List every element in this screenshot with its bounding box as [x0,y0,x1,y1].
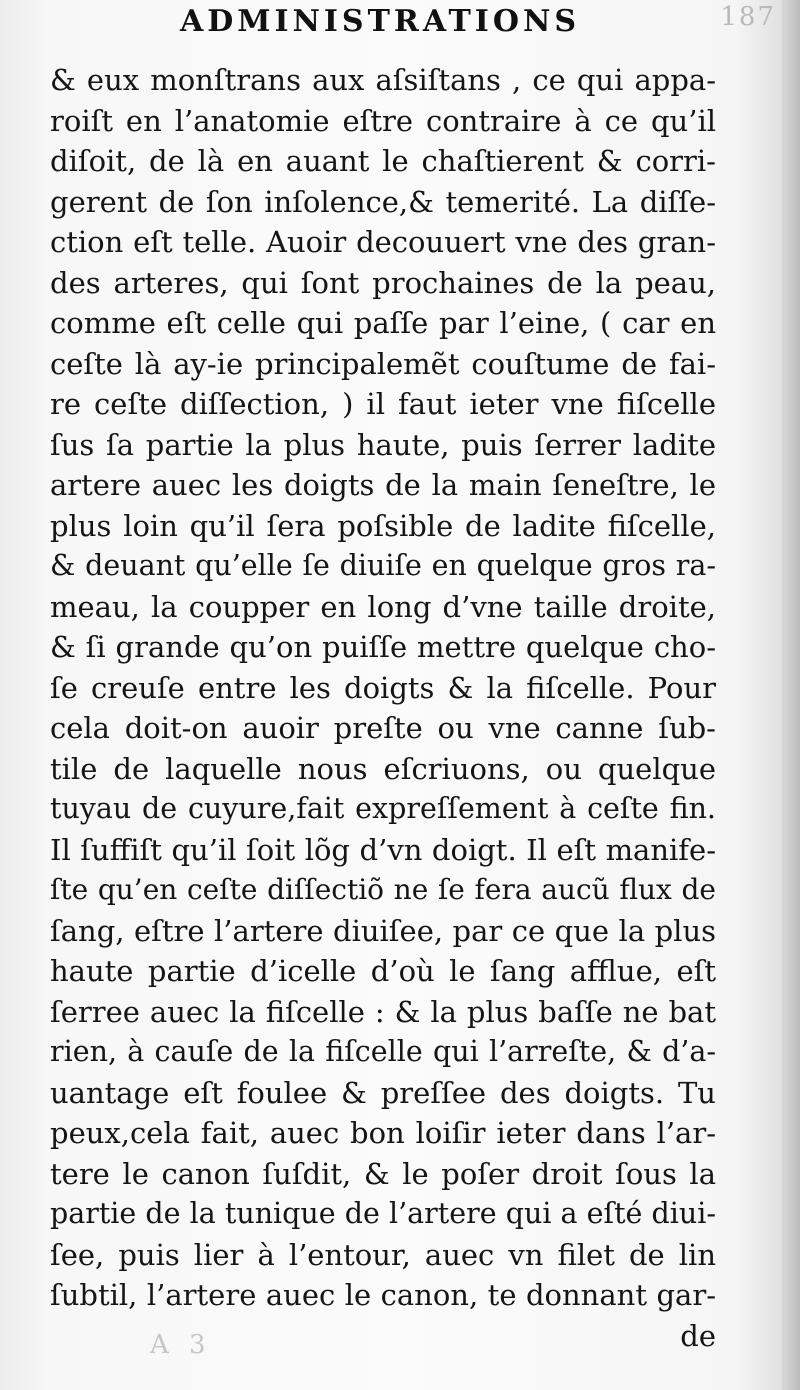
text-line: ſus ſa partie la plus haute, puis ſerrer ladite [50,427,716,462]
text-line: tuyau de cuyure,fait expreſſement à ceſte fin. [50,792,716,825]
text-line: plus loin qu’il ſera poſsible de ladite fiſcelle, [50,508,716,543]
text-line: artere auec les doigts de la main ſeneſtre, le [50,468,716,502]
page-edge [782,0,800,1390]
text-line: & ſi grande qu’on puiſſe mettre quelque cho- [50,630,716,664]
text-line: peux,cela fait, auec bon loiſir ieter dans l’ar- [50,1116,716,1150]
text-line: meau, la coupper en long d’vne taille droite, [50,589,716,624]
text-line: de [680,1318,716,1353]
folio-signature-mark: A 3 [150,1330,212,1360]
text-line: gerent de ſon inſolence,& temerité. La diſſe- [50,184,716,219]
text-line: ſerree auec la fiſcelle : & la plus baſſe ne bat [50,994,716,1029]
text-line: ſte qu’en ceſte diſſectiõ ne ſe fera aucũ flux de [50,873,716,906]
text-line: & deuant qu’elle ſe diuiſe en quelque gros ra- [50,549,716,582]
text-line: ſang, eſtre l’artere diuiſee, par ce que la plus [50,913,716,948]
text-line: roiſt en l’anatomie eſtre contraire à ce qu’il [50,103,716,138]
text-line: rien, à cauſe de la fiſcelle qui l’arreſte, & d’a- [50,1035,716,1068]
page-number: 187 [720,2,776,32]
running-head: ADMINISTRATIONS [179,4,581,39]
text-line: partie de la tunique de l’artere qui a eſté diui- [50,1197,716,1230]
text-line: ction eſt telle. Auoir decouuert vne des gran- [50,225,716,259]
text-line: Il ſuffiſt qu’il ſoit lõg d’vn doigt. Il eſt manife- [50,832,716,867]
text-line: diſoit, de là en auant le chaſtierent & corri- [50,144,716,178]
text-line: haute partie d’icelle d’où le ſang afflue, eſt [50,954,716,988]
text-line: uantage eſt foulee & preſſee des doigts. Tu [50,1075,716,1110]
text-line: ceſte là ay-ie principalemẽt couſtume de fai- [50,346,716,381]
text-line: tile de laquelle nous eſcriuons, ou quelque [50,751,716,786]
text-line: ſee, puis lier à l’entour, auec vn filet de lin [50,1237,716,1272]
text-line: des arteres, qui ſont prochaines de la peau, [50,265,716,300]
text-line: tere le canon ſuſdit, & le poſer droit ſous la [50,1156,716,1191]
text-line: & eux monſtrans aux aſsiſtans , ce qui appa- [50,63,716,97]
text-line: re ceſte diſſection, ) il faut ieter vne fiſcelle [50,387,716,421]
text-line: ſubtil, l’artere auec le canon, te donnant gar- [50,1278,716,1312]
body-text [50,60,716,1356]
text-line: comme eſt celle qui paſſe par l’eine, ( car en [50,306,716,340]
text-line: cela doit-on auoir preſte ou vne canne ſub- [50,711,716,745]
text-line: ſe creuſe entre les doigts & la fiſcelle. Pour [50,670,716,705]
